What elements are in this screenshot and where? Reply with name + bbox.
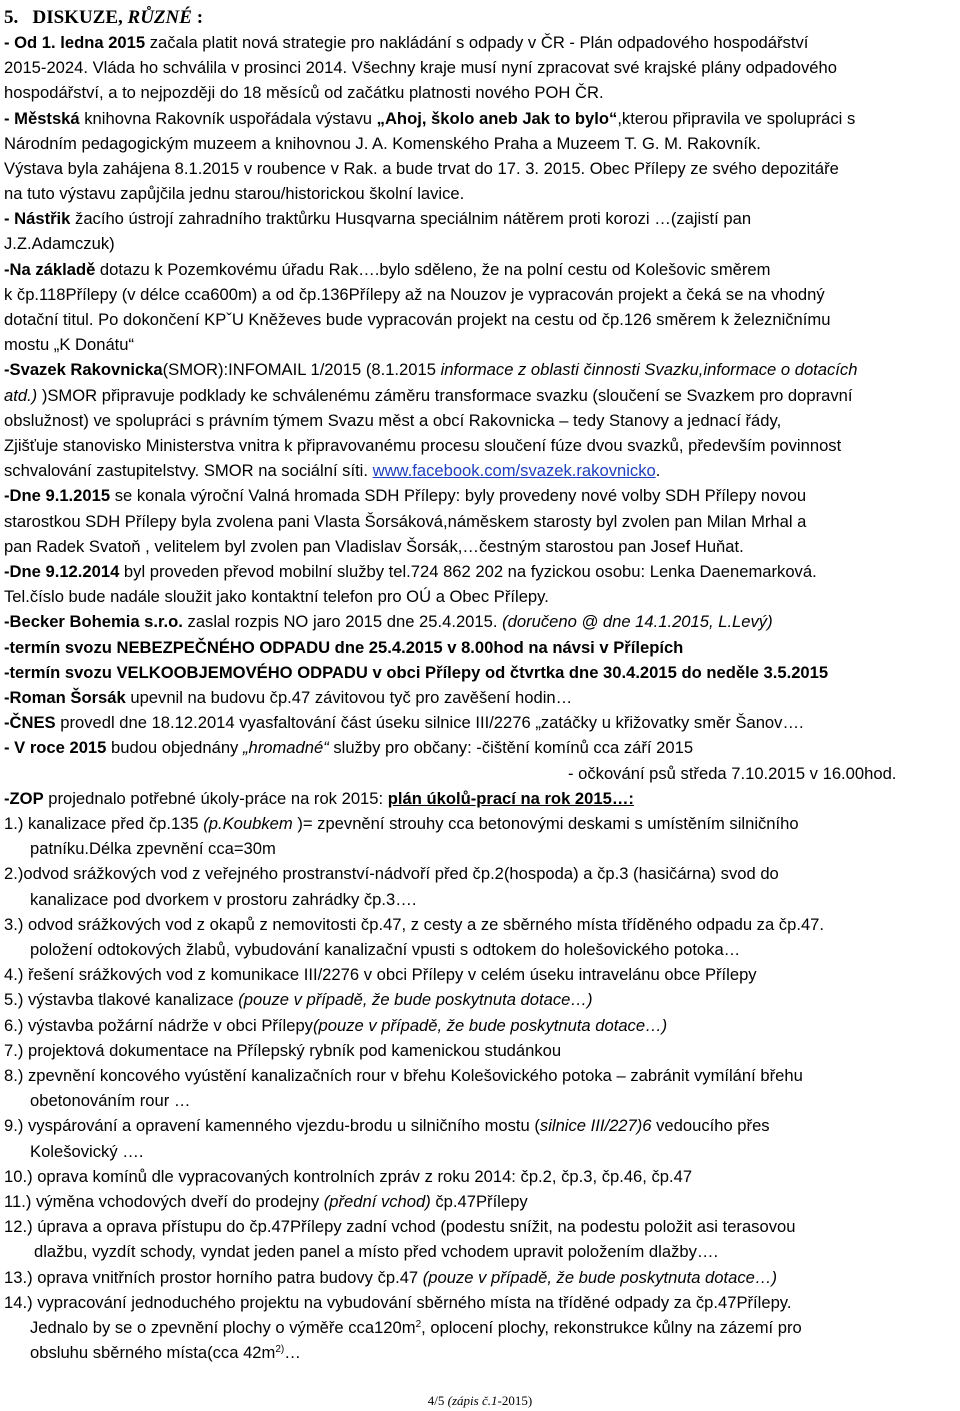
paragraph-line: J.Z.Adamczuk) [4, 234, 115, 253]
paragraph-line: obslužnost) ve spolupráci s právním týmem Svazu měst a obcí Rakovnicka – tedy Stanovy a jednací řády, [4, 411, 782, 430]
paragraph-line: schvalování zastupitelstvy. SMOR na sociální síti. www.facebook.com/svazek.rakovnicko. [4, 461, 661, 480]
paragraph-line: -termín svozu NEBEZPEČNÉHO ODPADU dne 25.4.2015 v 8.00hod na návsi v Přílepích [4, 638, 684, 657]
list-item: 14.) vypracování jednoduchého projektu na vybudování sběrného místa na tříděné odpady za čp.47Přílepy. [4, 1293, 792, 1312]
paragraph-line: - V roce 2015 budou objednány „hromadné“ služby pro občany: -čištění komínů cca září 2015 [4, 738, 694, 757]
paragraph-line: -Na základě dotazu k Pozemkovému úřadu Rak….bylo sděleno, že na polní cestu od Kolešovic směrem [4, 260, 771, 279]
list-item-continuation: kanalizace pod dvorkem v prostoru zahrádky čp.3…. [30, 890, 417, 909]
facebook-link[interactable]: www.facebook.com/svazek.rakovnicko [372, 461, 656, 480]
paragraph-line: mostu „K Donátu“ [4, 335, 135, 354]
paragraph-line: - Městská knihovna Rakovník uspořádala výstavu „Ahoj, školo aneb Jak to bylo“,kterou připravila ve spolupráci s [4, 109, 856, 128]
paragraph-line: na tuto výstavu zapůjčila jednu starou/historickou školní lavice. [4, 184, 465, 203]
paragraph-line: dotační titul. Po dokončení KPˇU Kněževes bude vypracován projekt na cestu od čp.126 směrem k železničnímu [4, 310, 831, 329]
section-number: 5. [4, 7, 19, 28]
list-item-continuation: patníku.Délka zpevnění cca=30m [30, 839, 276, 858]
paragraph-line: -ZOP projednalo potřebné úkoly-práce na rok 2015: plán úkolů-prací na rok 2015…: [4, 789, 634, 808]
paragraph-line: -Becker Bohemia s.r.o. zaslal rozpis NO jaro 2015 dne 25.4.2015. (doručeno @ dne 14.1.2015, L.Levý) [4, 612, 773, 631]
paragraph-line: -termín svozu VELKOOBJEMOVÉHO ODPADU v obci Přílepy od čtvrtka dne 30.4.2015 do neděle 3.5.2015 [4, 663, 829, 682]
section-title-colon: : [191, 7, 204, 28]
paragraph-line: - Nástřik žacího ústrojí zahradního traktůrku Husqvarna speciálnim nátěrem proti korozi …(zajistí pan [4, 209, 752, 228]
section-heading [4, 8, 203, 28]
paragraph-line: 2015-2024. Vláda ho schválila v prosinci 2014. Všechny kraje musí nyní zpracovat své krajské plány odpadového [4, 58, 837, 77]
list-item: 2.)odvod srážkových vod z veřejného prostranství-nádvoří před čp.2(hospoda) a čp.3 (hasičárna) svod do [4, 864, 779, 883]
list-item: 6.) výstavba požární nádrže v obci Přílepy(pouze v případě, že bude poskytnuta dotace…) [4, 1016, 668, 1035]
list-item-continuation: obetonováním rour … [30, 1091, 191, 1110]
paragraph-line: pan Radek Svatoň , velitelem byl zvolen pan Vladislav Šorsák,…čestným starostou pan Josef Huňat. [4, 537, 744, 556]
list-item: 11.) výměna vchodových dveří do prodejny (přední vchod) čp.47Přílepy [4, 1192, 528, 1211]
list-item: 3.) odvod srážkových vod z okapů z nemovitosti čp.47, z cesty a ze sběrného místa tříděného odpadu za čp.47. [4, 915, 825, 934]
section-title-italic: RŮZNÉ [127, 7, 192, 28]
paragraph-line: atd.) )SMOR připravuje podklady ke schválenému záměru transformace svazku (sloučení se Svazkem pro dopravní [4, 386, 853, 405]
page-footer: 4/5 (zápis č.1-2015) [427, 1393, 533, 1408]
paragraph-line: Tel.číslo bude nadále sloužit jako kontaktní telefon pro OÚ a Obec Přílepy. [4, 587, 549, 606]
section-title: DISKUZE, [32, 7, 128, 28]
list-item: 12.) úprava a oprava přístupu do čp.47Přílepy zadní vchod (podestu snížit, na podestu položit asi terasovou [4, 1217, 796, 1236]
list-item: 5.) výstavba tlakové kanalizace (pouze v případě, že bude poskytnuta dotace…) [4, 990, 593, 1009]
list-item-continuation: Jednalo by se o zpevnění plochy o výměře $cca120m^2$, oplocení plochy, rekonstrukce kůlny na zázemí pro [30, 1318, 802, 1337]
paragraph-line: -Svazek Rakovnicka(SMOR):INFOMAIL 1/2015 (8.1.2015 informace z oblasti činnosti Svazku,informace o dotacích [4, 360, 858, 379]
paragraph-line: - očkování psů středa 7.10.2015 v 16.00hod. [568, 764, 897, 783]
list-item: 8.) zpevnění koncového vyústění kanalizačních rour v břehu Kolešovického potoka – zabránit vymílání břehu [4, 1066, 803, 1085]
paragraph-line: - Od 1. ledna 2015 začala platit nová strategie pro nakládání s odpady v ČR - Plán odpadového hospodářství [4, 33, 809, 52]
paragraph-line: -Dne 9.1.2015 se konala výroční Valná hromada SDH Přílepy: byly provedeny nové volby SDH Přílepy novou [4, 486, 807, 505]
list-item-continuation: položení odtokových žlabů, vybudování kanalizační vpusti s odtokem do holešovického potoka… [30, 940, 741, 959]
list-item: 4.) řešení srážkových vod z komunikace III/2276 v obci Přílepy v celém úseku intravelánu obce Přílepy [4, 965, 757, 984]
list-item: 13.) oprava vnitřních prostor horního patra budovy čp.47 (pouze v případě, že bude poskytnuta dotace…) [4, 1268, 778, 1287]
paragraph-line: k čp.118Přílepy (v délce cca600m) a od čp.136Přílepy až na Nouzov je vypracován projekt a čeká se na vhodný [4, 285, 825, 304]
list-item-continuation: obsluhu sběrného místa(cca $42m^{2)}\dots$ [30, 1343, 301, 1362]
paragraph-line: starostkou SDH Přílepy byla zvolena pani Vlasta Šorsáková,náměskem starosty byl zvolen pan Milan Mrhal a [4, 512, 807, 531]
paragraph-line: -Dne 9.12.2014 byl proveden převod mobilní služby tel.724 862 202 na fyzickou osobu: Lenka Daenemarková. [4, 562, 817, 581]
list-item: 10.) oprava komínů dle vypracovaných kontrolních zpráv z roku 2014: čp.2, čp.3, čp.46, čp.47 [4, 1167, 693, 1186]
paragraph-line: Výstava byla zahájena 8.1.2015 v roubence v Rak. a bude trvat do 17. 3. 2015. Obec Přílepy ze svého depozitáře [4, 159, 839, 178]
list-item-continuation: Kolešovický …. [30, 1142, 144, 1161]
paragraph-line: -Roman Šorsák upevnil na budovu čp.47 závitovou tyč pro zavěšení hodin… [4, 688, 573, 707]
paragraph-line: Zjišťuje stanovisko Ministerstva vnitra k připravovanému procesu sloučení fúze dvou svazků, především povinnost [4, 436, 842, 455]
list-item: 9.) vyspárování a opravení kamenného vjezdu-brodu u silničního mostu (silnice III/227)6 vedoucího přes [4, 1116, 770, 1135]
list-item: 1.) kanalizace před čp.135 (p.Koubkem )= zpevnění strouhy cca betonovými deskami s umístěním silničního [4, 814, 799, 833]
paragraph-line: Národním pedagogickým muzeem a knihovnou J. A. Komenského Praha a Muzeem T. G. M. Rakovník. [4, 134, 761, 153]
list-item: 7.) projektová dokumentace na Přílepský rybník pod kamenickou studánkou [4, 1041, 562, 1060]
paragraph-line: hospodářství, a to nejpozději do 18 měsíců od začátku platnosti nového POH ČR. [4, 83, 604, 102]
list-item-continuation: dlažbu, vyzdít schody, vyndat jeden panel a místo před vchodem upravit položením dlažby…. [34, 1242, 719, 1261]
paragraph-line: -ČNES provedl dne 18.12.2014 vyasfaltování část úseku silnice III/2276 „zatáčky u křižovatky směr Šanov…. [4, 713, 804, 732]
